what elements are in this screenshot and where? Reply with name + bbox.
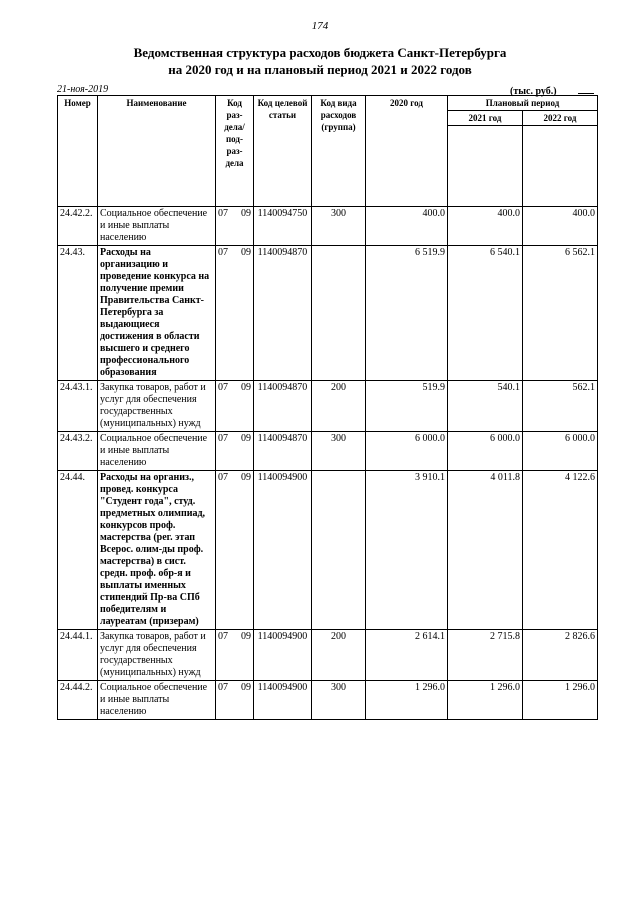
table-row [58, 207, 598, 246]
budget-rows [58, 207, 598, 720]
row-value-2021: 2 715.8 [448, 630, 523, 681]
row-value-2021: 4 011.8 [448, 471, 523, 630]
row-value-2021: 6 540.1 [448, 246, 523, 381]
header-name: Наименование [98, 96, 216, 207]
row-value-2022: 6 562.1 [523, 246, 598, 381]
header-section: Код раз-дела/ под-раз-дела [216, 96, 254, 207]
row-target-code: 1140094900 [254, 471, 312, 630]
row-subsection-code: 09 [241, 472, 251, 483]
row-value-2020: 519.9 [366, 381, 448, 432]
row-number: 24.43.1. [58, 381, 98, 432]
row-section [216, 432, 254, 471]
row-subsection-code: 09 [241, 247, 251, 258]
row-expense-type [312, 246, 366, 381]
row-number: 24.42.2. [58, 207, 98, 246]
row-number: 24.44. [58, 471, 98, 630]
row-expense-type: 300 [312, 207, 366, 246]
row-name: Расходы на организацию и проведение конкурса на получение премии Правительства Санкт-Петербурга за выдающиеся достижения в области высшего и среднего профессионального образования [98, 246, 216, 381]
row-value-2022: 400.0 [523, 207, 598, 246]
row-section [216, 207, 254, 246]
row-value-2021: 1 296.0 [448, 681, 523, 720]
row-value-2021: 400.0 [448, 207, 523, 246]
row-value-2020: 400.0 [366, 207, 448, 246]
table-row [58, 630, 598, 681]
units-underline [578, 93, 594, 94]
units-label: (тыс. руб.) [510, 86, 557, 97]
row-value-2022: 1 296.0 [523, 681, 598, 720]
table-row [58, 681, 598, 720]
row-value-2022: 2 826.6 [523, 630, 598, 681]
table-row [58, 246, 598, 381]
row-number: 24.43.2. [58, 432, 98, 471]
row-number: 24.43. [58, 246, 98, 381]
header-2020: 2020 год [366, 96, 448, 207]
row-target-code: 1140094870 [254, 381, 312, 432]
row-value-2020: 1 296.0 [366, 681, 448, 720]
row-value-2022: 6 000.0 [523, 432, 598, 471]
row-section-code: 07 [218, 682, 228, 693]
row-expense-type: 200 [312, 381, 366, 432]
row-value-2022: 4 122.6 [523, 471, 598, 630]
row-section [216, 246, 254, 381]
row-value-2021: 540.1 [448, 381, 523, 432]
row-target-code: 1140094900 [254, 681, 312, 720]
row-number: 24.44.1. [58, 630, 98, 681]
row-section-code: 07 [218, 247, 228, 258]
row-name: Социальное обеспечение и иные выплаты населению [98, 681, 216, 720]
row-target-code: 1140094870 [254, 246, 312, 381]
table-row [58, 432, 598, 471]
header-number: Номер [58, 96, 98, 207]
row-expense-type: 300 [312, 432, 366, 471]
row-target-code: 1140094870 [254, 432, 312, 471]
table-row [58, 381, 598, 432]
header-row [58, 96, 598, 111]
row-subsection-code: 09 [241, 433, 251, 444]
header-expense-type: Код вида расходов (группа) [312, 96, 366, 207]
document-date: 21-ноя-2019 [57, 84, 109, 95]
row-name: Социальное обеспечение и иные выплаты населению [98, 432, 216, 471]
row-section-code: 07 [218, 382, 228, 393]
row-section-code: 07 [218, 631, 228, 642]
row-section-code: 07 [218, 208, 228, 219]
row-section [216, 630, 254, 681]
row-expense-type [312, 471, 366, 630]
row-name: Закупка товаров, работ и услуг для обеспечения государственных (муниципальных) нужд [98, 630, 216, 681]
row-section [216, 381, 254, 432]
row-expense-type: 200 [312, 630, 366, 681]
table-row [58, 471, 598, 630]
row-section [216, 681, 254, 720]
row-number: 24.44.2. [58, 681, 98, 720]
title-line-2: на 2020 год и на плановый период 2021 и 2022 годов [168, 62, 472, 77]
row-value-2020: 3 910.1 [366, 471, 448, 630]
row-section-code: 07 [218, 472, 228, 483]
row-target-code: 1140094750 [254, 207, 312, 246]
page-number: 174 [311, 20, 329, 32]
title-line-1: Ведомственная структура расходов бюджета Санкт-Петербурга [133, 45, 507, 60]
row-name: Закупка товаров, работ и услуг для обеспечения государственных (муниципальных) нужд [98, 381, 216, 432]
document-title [60, 44, 580, 78]
row-expense-type: 300 [312, 681, 366, 720]
row-value-2021: 6 000.0 [448, 432, 523, 471]
row-value-2020: 6 519.9 [366, 246, 448, 381]
row-value-2022: 562.1 [523, 381, 598, 432]
row-name: Социальное обеспечение и иные выплаты населению [98, 207, 216, 246]
row-section-code: 07 [218, 433, 228, 444]
row-subsection-code: 09 [241, 382, 251, 393]
header-planned-period: Плановый период [448, 96, 598, 111]
row-subsection-code: 09 [241, 208, 251, 219]
header-target: Код целевой статьи [254, 96, 312, 207]
row-value-2020: 6 000.0 [366, 432, 448, 471]
row-section [216, 471, 254, 630]
row-target-code: 1140094900 [254, 630, 312, 681]
header-2022: 2022 год [523, 111, 598, 126]
budget-table [57, 95, 598, 720]
row-subsection-code: 09 [241, 631, 251, 642]
row-subsection-code: 09 [241, 682, 251, 693]
header-2021: 2021 год [448, 111, 523, 126]
row-name: Расходы на организ., провед. конкурса "Студент года", студ. предметных олимпиад, конкурсов проф. мастерства (рег. этап Всерос. олим-ды проф. мастерства) в сист. средн. проф. обр-я и выплаты именных стипендий Пр-ва СПб победителям и лауреатам (призерам) [98, 471, 216, 630]
row-value-2020: 2 614.1 [366, 630, 448, 681]
